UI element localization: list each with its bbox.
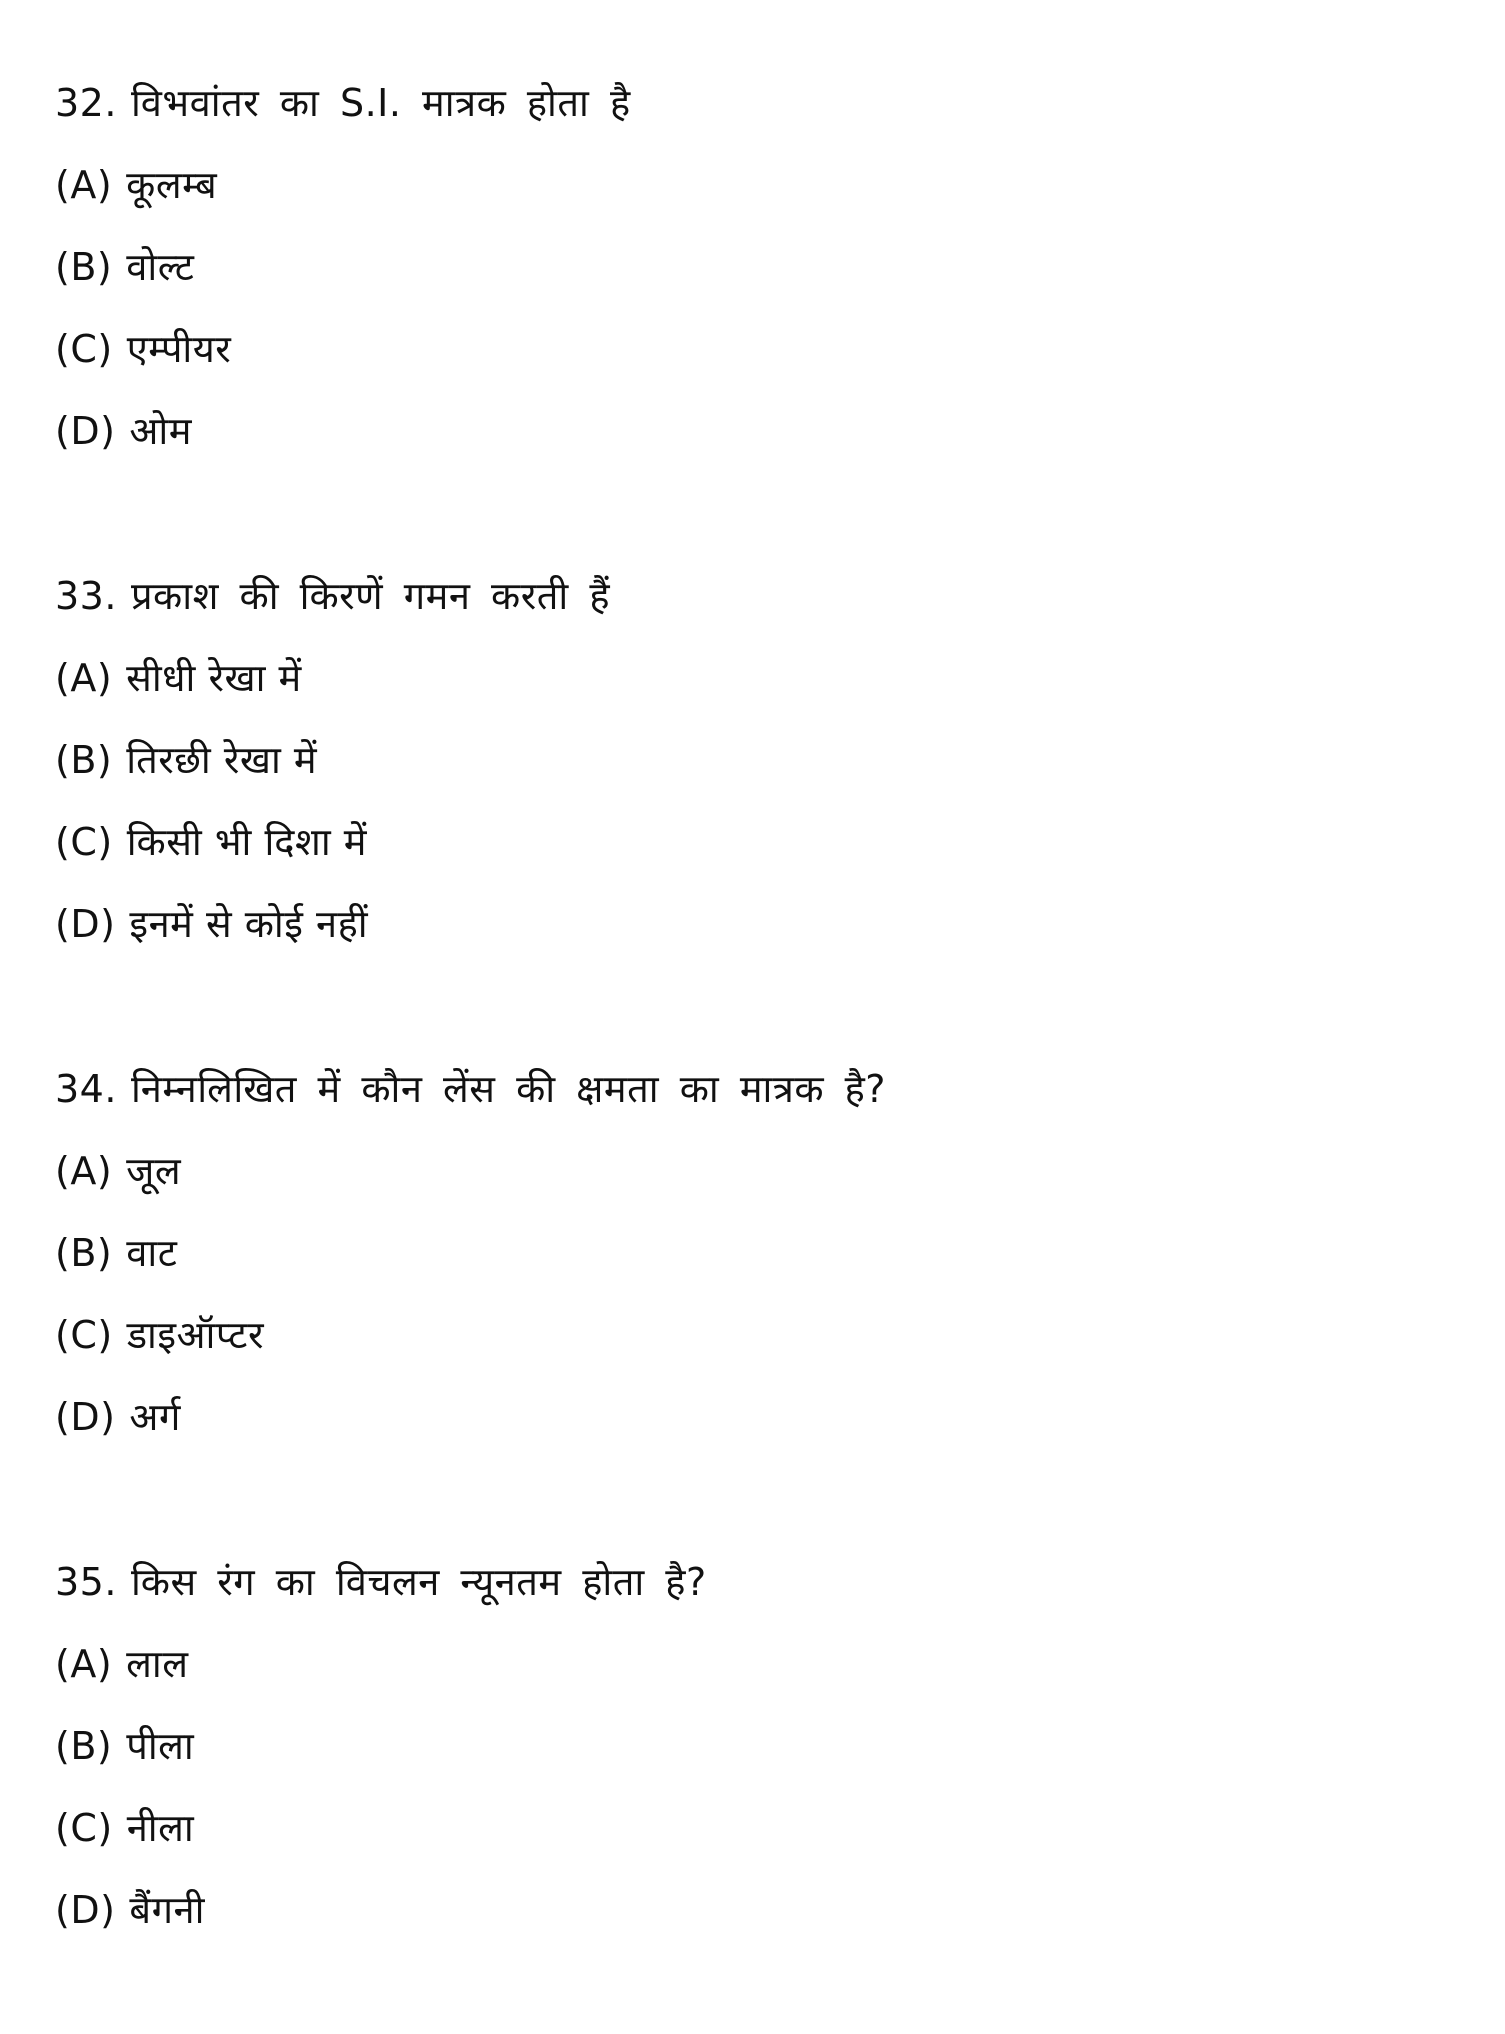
option-letter: (D) [55,1888,116,1932]
question-number: 35. [55,1560,117,1604]
option-letter: (B) [55,1231,113,1275]
question-text: निम्नलिखित में कौन लेंस की क्षमता का मात्रक है? [130,1067,886,1111]
question-stem [55,1048,1455,1130]
option-c [55,1294,1455,1376]
option-text: तिरछी रेखा में [126,738,318,782]
question-text: प्रकाश की किरणें गमन करती हैं [130,574,611,618]
question-33 [55,555,1455,965]
question-stem [55,1541,1455,1623]
option-text: सीधी रेखा में [126,656,302,700]
question-34 [55,1048,1455,1458]
option-text: पीला [126,1724,195,1768]
option-letter: (A) [55,1149,113,1193]
option-d [55,883,1455,965]
option-d [55,1376,1455,1458]
option-letter: (B) [55,245,113,289]
option-text: किसी भी दिशा में [126,820,367,864]
option-text: वोल्ट [126,245,195,289]
option-b [55,226,1455,308]
option-d [55,390,1455,472]
option-b [55,1705,1455,1787]
option-text: इनमें से कोई नहीं [129,902,369,946]
option-c [55,801,1455,883]
option-letter: (C) [55,820,113,864]
option-b [55,1212,1455,1294]
question-number: 33. [55,574,117,618]
option-letter: (D) [55,1395,116,1439]
option-text: एम्पीयर [126,327,232,371]
option-letter: (B) [55,1724,113,1768]
option-a [55,637,1455,719]
question-text: विभवांतर का S.I. मात्रक होता है [130,81,631,125]
option-text: बैंगनी [129,1888,205,1932]
option-d [55,1869,1455,1951]
option-text: अर्ग [129,1395,181,1439]
option-text: कूलम्ब [126,163,218,207]
option-text: ओम [129,409,193,453]
question-text: किस रंग का विचलन न्यूनतम होता है? [130,1560,707,1604]
option-letter: (C) [55,1313,113,1357]
option-letter: (A) [55,656,113,700]
option-a [55,1130,1455,1212]
question-number: 34. [55,1067,117,1111]
option-b [55,719,1455,801]
option-c [55,1787,1455,1869]
option-letter: (D) [55,409,116,453]
option-letter: (B) [55,738,113,782]
option-letter: (C) [55,1806,113,1850]
option-letter: (D) [55,902,116,946]
question-stem [55,555,1455,637]
question-35 [55,1541,1455,1951]
question-stem [55,62,1455,144]
question-32 [55,62,1455,472]
option-letter: (A) [55,1642,113,1686]
option-a [55,1623,1455,1705]
option-text: नीला [126,1806,195,1850]
option-text: जूल [126,1149,182,1193]
option-text: वाट [126,1231,178,1275]
option-text: डाइऑप्टर [126,1313,264,1357]
option-letter: (C) [55,327,113,371]
option-a [55,144,1455,226]
option-text: लाल [126,1642,189,1686]
question-number: 32. [55,81,117,125]
option-letter: (A) [55,163,113,207]
option-c [55,308,1455,390]
